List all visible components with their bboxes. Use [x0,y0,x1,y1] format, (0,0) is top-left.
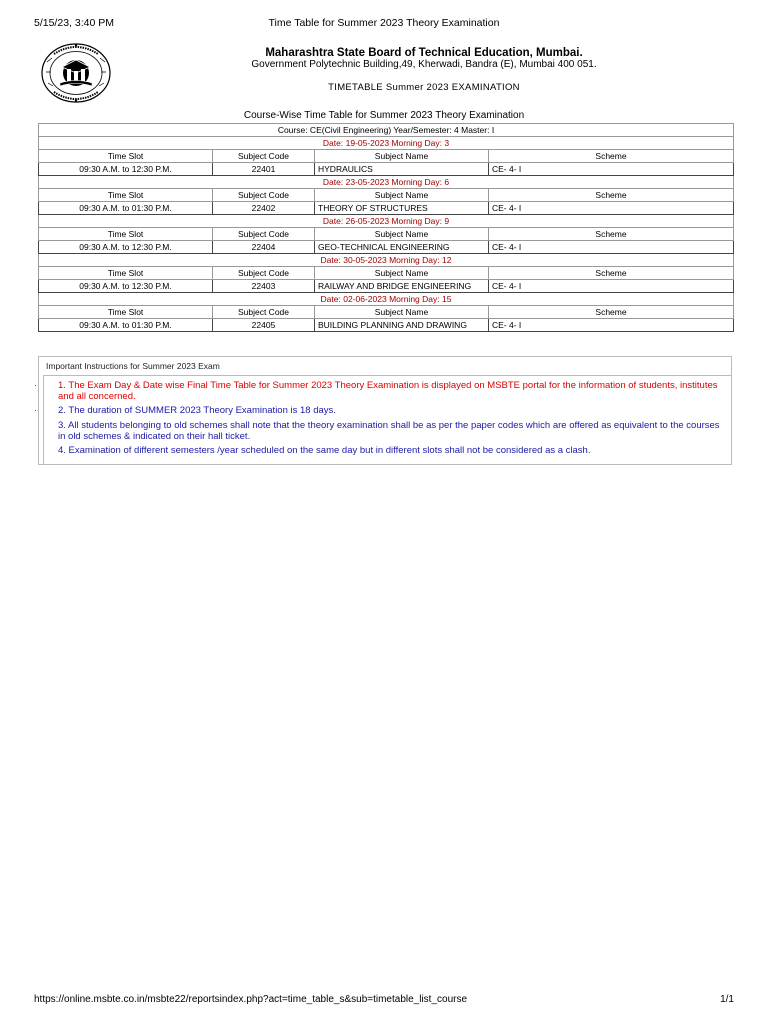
time-slot-cell: 09:30 A.M. to 12:30 P.M. [39,163,213,176]
date-row [39,293,734,306]
instructions-panel [38,356,732,465]
date-row [39,176,734,189]
header-subject-code: Subject Code [213,306,315,319]
time-slot-cell: 09:30 A.M. to 12:30 P.M. [39,280,213,293]
course-info-row [39,124,734,137]
subject-name-cell: BUILDING PLANNING AND DRAWING [315,319,489,332]
subject-code-cell: 22405 [213,319,315,332]
scheme-cell: CE- 4- I [489,241,734,254]
table-row [39,280,734,293]
column-header-row [39,228,734,241]
print-url: https://online.msbte.co.in/msbte22/reportsindex.php?act=time_table_s&sub=timetable_list_course [34,994,468,1005]
table-row [39,319,734,332]
timetable [38,123,734,332]
header-subject-code: Subject Code [213,228,315,241]
date-row [39,254,734,267]
subject-code-cell: 22403 [213,280,315,293]
table-row [39,163,734,176]
header-scheme: Scheme [489,150,734,163]
subject-code-cell: 22401 [213,163,315,176]
header-subject-code: Subject Code [213,150,315,163]
date-row [39,215,734,228]
column-header-row [39,306,734,319]
time-slot-cell: 09:30 A.M. to 12:30 P.M. [39,241,213,254]
column-header-row [39,189,734,202]
header-subject-name: Subject Name [315,150,489,163]
column-header-row [39,150,734,163]
header-scheme: Scheme [489,189,734,202]
table-row [39,241,734,254]
table-row [39,202,734,215]
subject-name-cell: GEO-TECHNICAL ENGINEERING [315,241,489,254]
instruction-item-4: 4. Examination of different semesters /year scheduled on the same day but in different slots shall not be considered as a clash. [58,445,591,456]
subject-code-cell: 22402 [213,202,315,215]
course-info: Course: CE(Civil Engineering) Year/Semester: 4 Master: I [39,124,734,137]
scheme-cell: CE- 4- I [489,202,734,215]
scheme-cell: CE- 4- I [489,280,734,293]
bullet-marker: · [34,380,37,390]
exam-date: Date: 19-05-2023 Morning Day: 3 [39,137,734,150]
scheme-cell: CE- 4- I [489,163,734,176]
subject-code-cell: 22404 [213,241,315,254]
header-scheme: Scheme [489,228,734,241]
header-scheme: Scheme [489,306,734,319]
header-time-slot: Time Slot [39,267,213,280]
date-row [39,137,734,150]
instruction-item-2: 2. The duration of SUMMER 2023 Theory Examination is 18 days. [58,405,336,416]
header-subject-code: Subject Code [213,189,315,202]
header-subject-code: Subject Code [213,267,315,280]
header-subject-name: Subject Name [315,189,489,202]
msbte-seal-logo-icon [40,42,112,104]
header-subject-name: Subject Name [315,306,489,319]
bullet-marker: · [34,405,37,415]
print-header [34,17,734,31]
header-time-slot: Time Slot [39,189,213,202]
instruction-item-1: 1. The Exam Day & Date wise Final Time Table for Summer 2023 Theory Examination is displayed on MSBTE portal for the information of students, institutes and all concerned. [58,380,718,402]
exam-date: Date: 23-05-2023 Morning Day: 6 [39,176,734,189]
print-footer [34,994,734,1008]
print-datetime: 5/15/23, 3:40 PM [34,17,114,29]
time-slot-cell: 09:30 A.M. to 01:30 P.M. [39,319,213,332]
exam-title: TIMETABLE Summer 2023 EXAMINATION [328,82,520,93]
header-time-slot: Time Slot [39,306,213,319]
org-name: Maharashtra State Board of Technical Education, Mumbai. [265,47,583,59]
header-time-slot: Time Slot [39,228,213,241]
org-address: Government Polytechnic Building,49, Kherwadi, Bandra (E), Mumbai 400 051. [251,59,597,70]
column-header-row [39,267,734,280]
instructions-body [43,375,731,464]
header-subject-name: Subject Name [315,267,489,280]
subject-name-cell: THEORY OF STRUCTURES [315,202,489,215]
header-time-slot: Time Slot [39,150,213,163]
time-slot-cell: 09:30 A.M. to 01:30 P.M. [39,202,213,215]
subject-name-cell: HYDRAULICS [315,163,489,176]
header-subject-name: Subject Name [315,228,489,241]
subject-name-cell: RAILWAY AND BRIDGE ENGINEERING [315,280,489,293]
course-wise-title: Course-Wise Time Table for Summer 2023 Theory Examination [243,110,525,121]
instruction-item-3: 3. All students belonging to old schemes shall note that the theory examination shall be as per the paper codes which are offered as equivalent to the courses in old schemes & indicated on their hall ticket. [58,420,720,442]
header-scheme: Scheme [489,267,734,280]
exam-date: Date: 02-06-2023 Morning Day: 15 [39,293,734,306]
print-page-title: Time Table for Summer 2023 Theory Examination [268,17,500,29]
exam-date: Date: 30-05-2023 Morning Day: 12 [39,254,734,267]
exam-date: Date: 26-05-2023 Morning Day: 9 [39,215,734,228]
instructions-title: Important Instructions for Summer 2023 Exam [46,361,220,371]
scheme-cell: CE- 4- I [489,319,734,332]
page-number: 1/1 [720,994,734,1005]
